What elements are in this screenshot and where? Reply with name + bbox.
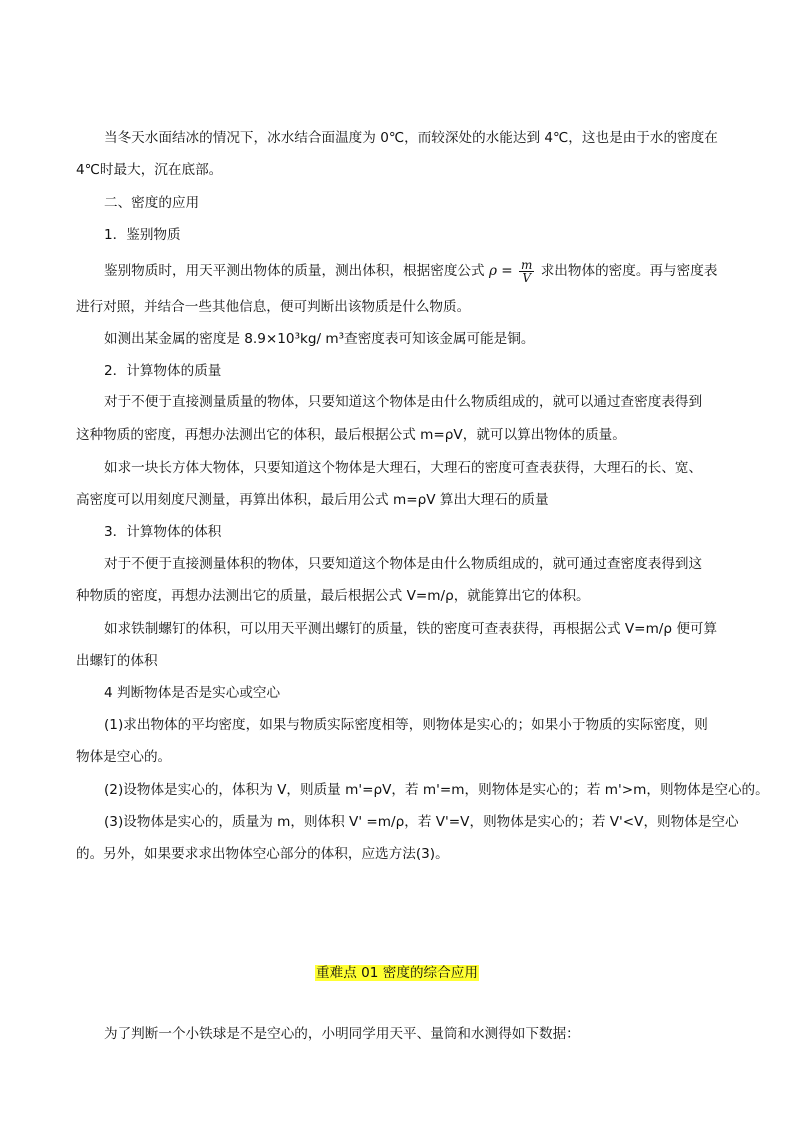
subsection-heading: 1．鉴别物质 [104, 227, 181, 243]
paragraph-line: 对于不便于直接测量质量的物体，只要知道这个物体是由什么物质组成的，就可以通过查密度表得到 [104, 394, 703, 410]
paragraph-line: (1)求出物体的平均密度，如果与物质实际密度相等，则物体是实心的；如果小于物质的实际密度，则 [104, 717, 708, 733]
section-title-wrapper [0, 963, 794, 983]
paragraph-line: 的。另外，如果要求求出物体空心部分的体积，应选方法(3)。 [76, 846, 449, 862]
formula-lhs: ρ = [488, 263, 513, 279]
paragraph-line: 当冬天水面结冰的情况下，冰水结合面温度为 0℃，而较深处的水能达到 4℃，这也是由于水的密度在 [104, 130, 718, 146]
paragraph-line: 物体是空心的。 [76, 749, 172, 765]
paragraph-line: 高密度可以用刻度尺测量，再算出体积，最后用公式 m=ρV 算出大理石的质量 [76, 492, 549, 508]
paragraph-text: 求出物体的密度。再与密度表 [540, 263, 718, 279]
paragraph-line: 进行对照，并结合一些其他信息，便可判断出该物质是什么物质。 [76, 299, 471, 315]
paragraph-line: 出螺钉的体积 [76, 653, 158, 669]
paragraph-line: 如求铁制螺钉的体积，可以用天平测出螺钉的质量，铁的密度可查表获得，再根据公式 V=m/ρ 便可算 [104, 621, 718, 637]
section-heading: 二、密度的应用 [104, 195, 200, 211]
subsection-heading: 4 判断物体是否是实心或空心 [104, 685, 281, 701]
paragraph-line: 如求一块长方体大物体，只要知道这个物体是大理石，大理石的密度可查表获得，大理石的长、宽、 [104, 460, 703, 476]
section-title: 重难点 01 密度的综合应用 [316, 965, 478, 981]
paragraph-line: 对于不便于直接测量体积的物体，只要知道这个物体是由什么物质组成的，就可通过查密度表得到这 [104, 556, 703, 572]
paragraph-line: 如测出某金属的密度是 8.9×10³kg/ m³查密度表可知该金属可能是铜。 [104, 331, 535, 347]
paragraph-line: 4℃时最大，沉在底部。 [76, 162, 223, 178]
subsection-heading: 3．计算物体的体积 [104, 524, 222, 540]
paragraph-line: (2)设物体是实心的，体积为 V，则质量 m'=ρV，若 m'=m，则物体是实心的；若 m'>m，则物体是空心的。 [104, 782, 769, 798]
paragraph-line: 为了判断一个小铁球是不是空心的，小明同学用天平、量筒和水测得如下数据： [104, 1026, 580, 1042]
subsection-heading: 2．计算物体的质量 [104, 363, 222, 379]
density-fraction [519, 259, 534, 284]
paragraph-line-with-formula [104, 256, 717, 286]
paragraph-line: 这种物质的密度，再想办法测出它的体积，最后根据公式 m=ρV，就可以算出物体的质量。 [76, 427, 626, 443]
fraction-denominator: V [522, 270, 532, 285]
paragraph-line: 种物质的密度，再想办法测出它的质量，最后根据公式 V=m/ρ，就能算出它的体积。 [76, 588, 590, 604]
fraction-numerator: m [520, 257, 533, 272]
paragraph-line: (3)设物体是实心的，质量为 m，则体积 V' =m/ρ，若 V'=V，则物体是实心的；若 V'<V，则物体是空心 [104, 814, 739, 830]
paragraph-text: 鉴别物质时，用天平测出物体的质量，测出体积，根据密度公式 [104, 263, 485, 279]
